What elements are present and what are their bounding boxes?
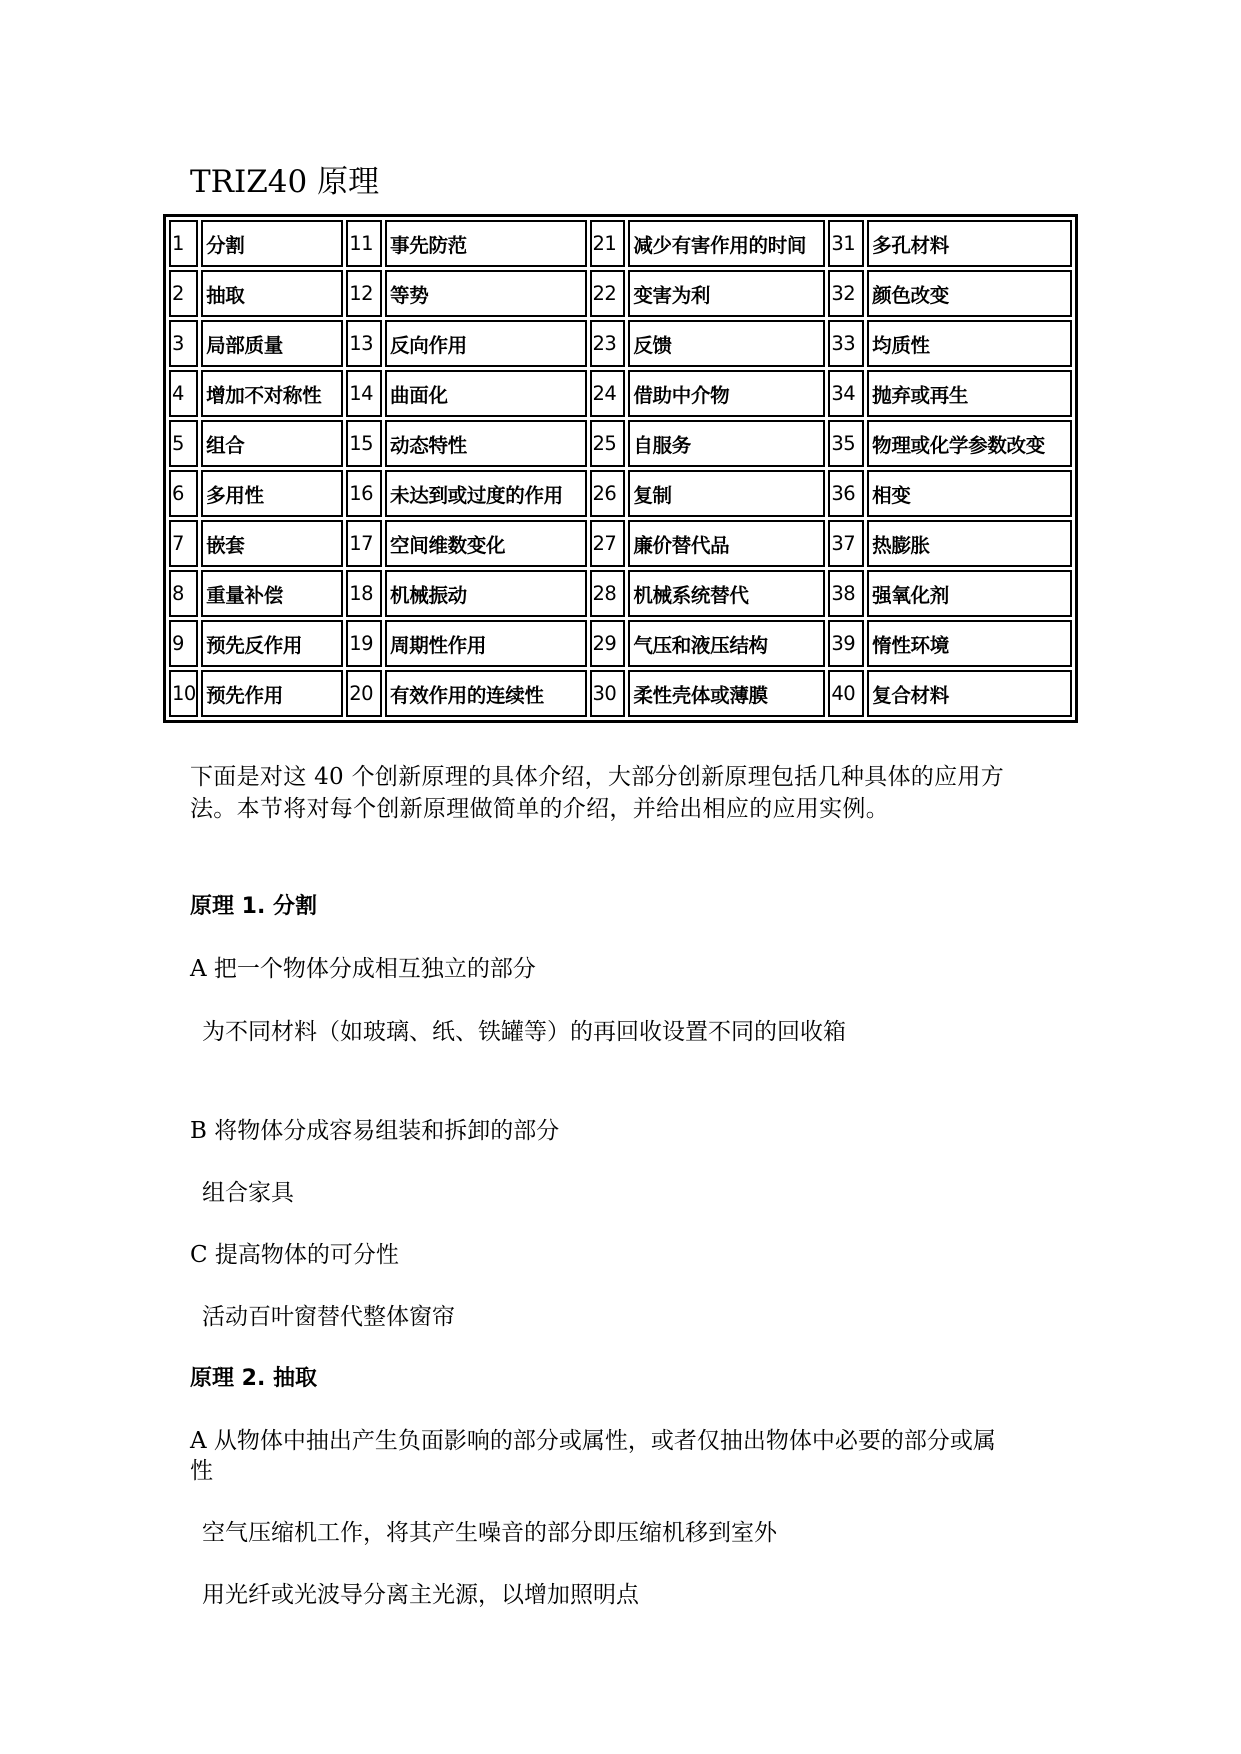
principle-number-cell: 14: [346, 370, 382, 417]
principle-name-cell: 气压和液压结构: [628, 620, 825, 667]
principle-number-cell: 1: [169, 220, 198, 267]
principles-table: [163, 214, 1078, 723]
principle-name-cell: 周期性作用: [385, 620, 586, 667]
principle-number-cell: 10: [169, 670, 198, 717]
principle-name-cell: 增加不对称性: [201, 370, 343, 417]
intro-line-2: 法。本节将对每个创新原理做简单的介绍，并给出相应的应用实例。: [190, 796, 889, 822]
principles-table-row: [169, 570, 1072, 617]
principle-number-cell: 40: [828, 670, 864, 717]
principle-1-b-example: 组合家具: [202, 1180, 294, 1206]
principle-number-cell: 37: [828, 520, 864, 567]
principle-number-cell: 3: [169, 320, 198, 367]
principle-name-cell: 廉价替代品: [628, 520, 825, 567]
principle-number-cell: 23: [590, 320, 626, 367]
principle-name-cell: 未达到或过度的作用: [385, 470, 586, 517]
principle-2-heading: 原理 2. 抽取: [190, 1366, 317, 1391]
principle-name-cell: 柔性壳体或薄膜: [628, 670, 825, 717]
principle-number-cell: 4: [169, 370, 198, 417]
principle-name-cell: 机械系统替代: [628, 570, 825, 617]
principle-name-cell: 嵌套: [201, 520, 343, 567]
principles-table-row: [169, 370, 1072, 417]
principle-name-cell: 复合材料: [867, 670, 1072, 717]
principle-number-cell: 25: [590, 420, 626, 467]
principle-number-cell: 24: [590, 370, 626, 417]
principle-name-cell: 组合: [201, 420, 343, 467]
principles-table-row: [169, 220, 1072, 267]
principle-number-cell: 30: [590, 670, 626, 717]
principle-name-cell: 借助中介物: [628, 370, 825, 417]
principle-name-cell: 多用性: [201, 470, 343, 517]
principle-name-cell: 预先反作用: [201, 620, 343, 667]
principle-number-cell: 35: [828, 420, 864, 467]
principle-number-cell: 31: [828, 220, 864, 267]
principle-number-cell: 36: [828, 470, 864, 517]
principle-name-cell: 反向作用: [385, 320, 586, 367]
principle-number-cell: 15: [346, 420, 382, 467]
principle-name-cell: 空间维数变化: [385, 520, 586, 567]
principle-name-cell: 多孔材料: [867, 220, 1072, 267]
principles-table-row: [169, 320, 1072, 367]
principle-1-c: C 提高物体的可分性: [190, 1242, 399, 1268]
principle-1-a: A 把一个物体分成相互独立的部分: [190, 956, 536, 982]
principle-name-cell: 分割: [201, 220, 343, 267]
principle-number-cell: 20: [346, 670, 382, 717]
principle-name-cell: 事先防范: [385, 220, 586, 267]
principle-name-cell: 局部质量: [201, 320, 343, 367]
principle-number-cell: 21: [590, 220, 626, 267]
principle-name-cell: 强氧化剂: [867, 570, 1072, 617]
principle-number-cell: 7: [169, 520, 198, 567]
principle-number-cell: 9: [169, 620, 198, 667]
principle-2-a-example-1: 空气压缩机工作，将其产生噪音的部分即压缩机移到室外: [202, 1520, 777, 1546]
principle-name-cell: 机械振动: [385, 570, 586, 617]
principle-name-cell: 动态特性: [385, 420, 586, 467]
principle-name-cell: 均质性: [867, 320, 1072, 367]
principle-number-cell: 19: [346, 620, 382, 667]
principle-name-cell: 变害为利: [628, 270, 825, 317]
principle-number-cell: 8: [169, 570, 198, 617]
principle-number-cell: 6: [169, 470, 198, 517]
principle-number-cell: 13: [346, 320, 382, 367]
principle-number-cell: 33: [828, 320, 864, 367]
principle-number-cell: 26: [590, 470, 626, 517]
principle-name-cell: 重量补偿: [201, 570, 343, 617]
principle-number-cell: 16: [346, 470, 382, 517]
principle-1-b: B 将物体分成容易组装和拆卸的部分: [190, 1118, 560, 1144]
principle-name-cell: 复制: [628, 470, 825, 517]
principle-name-cell: 抛弃或再生: [867, 370, 1072, 417]
principles-table-row: [169, 670, 1072, 717]
principle-number-cell: 17: [346, 520, 382, 567]
principle-name-cell: 减少有害作用的时间: [628, 220, 825, 267]
principle-number-cell: 34: [828, 370, 864, 417]
principle-number-cell: 2: [169, 270, 198, 317]
principle-number-cell: 29: [590, 620, 626, 667]
principle-name-cell: 预先作用: [201, 670, 343, 717]
principle-name-cell: 曲面化: [385, 370, 586, 417]
principles-table-row: [169, 470, 1072, 517]
principle-number-cell: 12: [346, 270, 382, 317]
principle-number-cell: 18: [346, 570, 382, 617]
principle-2-a-line-2: 性: [190, 1458, 213, 1484]
principle-name-cell: 抽取: [201, 270, 343, 317]
principle-name-cell: 反馈: [628, 320, 825, 367]
principle-name-cell: 有效作用的连续性: [385, 670, 586, 717]
principle-2-a-example-2: 用光纤或光波导分离主光源，以增加照明点: [202, 1582, 639, 1608]
principle-number-cell: 38: [828, 570, 864, 617]
principles-table-row: [169, 520, 1072, 567]
principle-number-cell: 11: [346, 220, 382, 267]
principle-2-a-line-1: A 从物体中抽出产生负面影响的部分或属性，或者仅抽出物体中必要的部分或属: [190, 1428, 996, 1454]
principle-name-cell: 热膨胀: [867, 520, 1072, 567]
principle-name-cell: 等势: [385, 270, 586, 317]
principle-1-heading: 原理 1. 分割: [190, 894, 317, 919]
principle-number-cell: 27: [590, 520, 626, 567]
principle-number-cell: 5: [169, 420, 198, 467]
principle-number-cell: 28: [590, 570, 626, 617]
principle-number-cell: 22: [590, 270, 626, 317]
principles-table-row: [169, 270, 1072, 317]
principle-1-a-example: 为不同材料（如玻璃、纸、铁罐等）的再回收设置不同的回收箱: [202, 1019, 846, 1045]
principles-table-row: [169, 620, 1072, 667]
page-title: TRIZ40 原理: [190, 164, 380, 200]
principle-name-cell: 物理或化学参数改变: [867, 420, 1072, 467]
intro-line-1: 下面是对这 40 个创新原理的具体介绍，大部分创新原理包括几种具体的应用方: [190, 764, 1004, 790]
principle-number-cell: 39: [828, 620, 864, 667]
principle-number-cell: 32: [828, 270, 864, 317]
principle-name-cell: 自服务: [628, 420, 825, 467]
principle-name-cell: 相变: [867, 470, 1072, 517]
principles-table-row: [169, 420, 1072, 467]
principle-name-cell: 颜色改变: [867, 270, 1072, 317]
principle-name-cell: 惰性环境: [867, 620, 1072, 667]
principle-1-c-example: 活动百叶窗替代整体窗帘: [202, 1304, 455, 1330]
